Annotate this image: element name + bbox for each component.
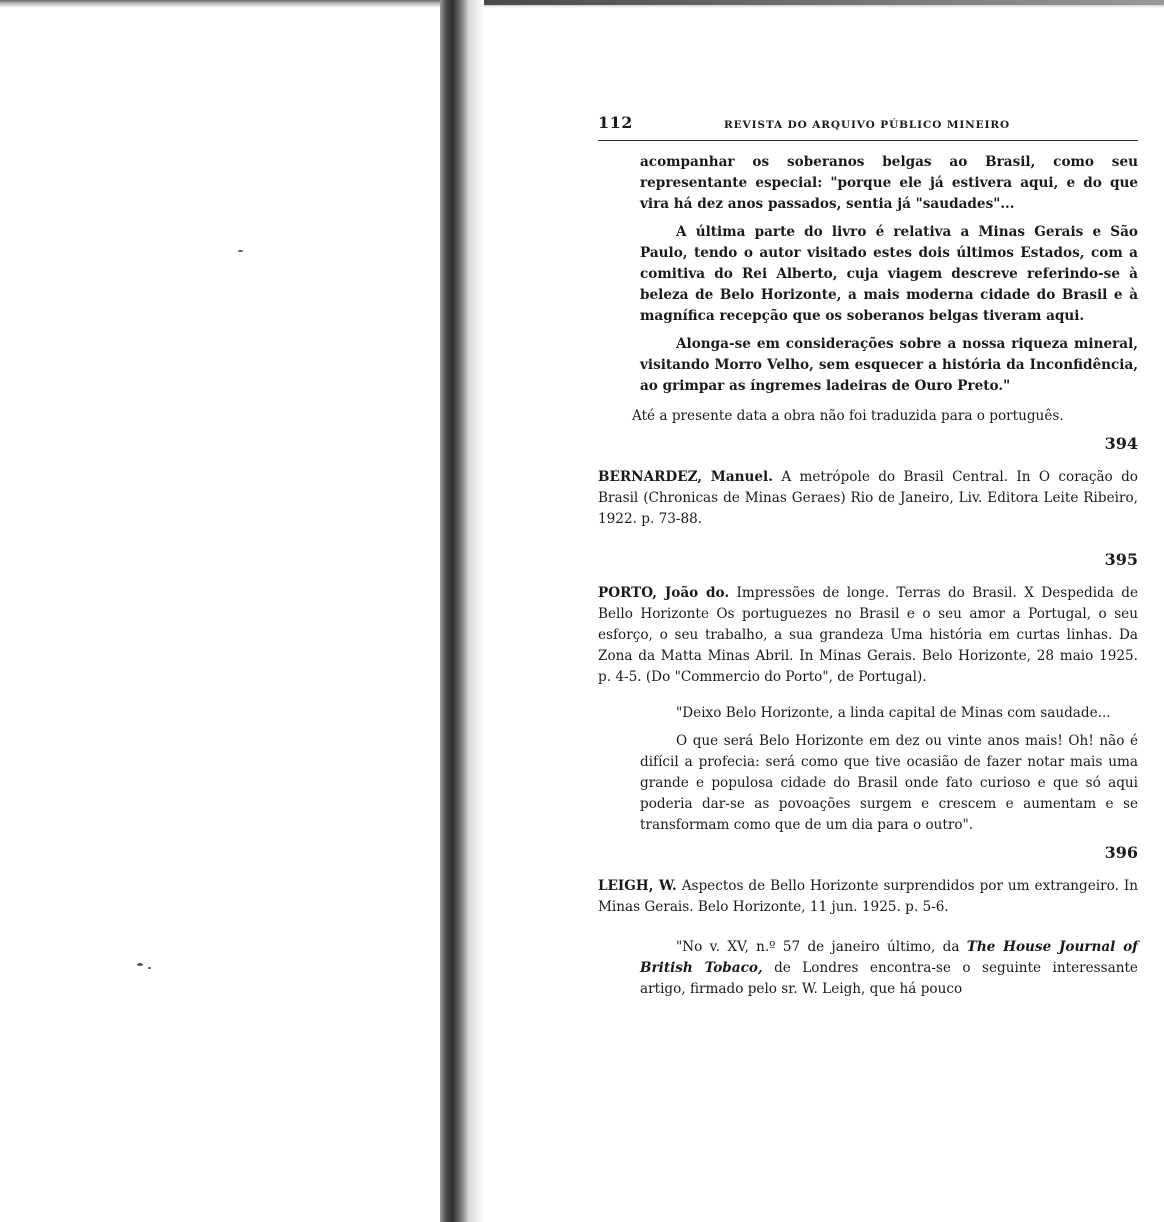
continuation-paragraph: A última parte do livro é relativa a Minas Gerais e São Paulo, tendo o autor visitado estes dois últimos Estados, com a comitiva do Rei Alberto, cuja viagem descreve referindo-se à beleza de Belo Horizonte, a mais moderna cidade do Brasil e à magnífica recepção que os soberanos belgas tiveram aqui.: [640, 224, 1138, 324]
entry-number: 395: [1104, 550, 1138, 569]
scan-speck: [148, 967, 151, 969]
quote-text: de Londres encontra-se o seguinte interessante artigo, firmado pelo sr. W. Leigh, que há pouco: [640, 960, 1138, 997]
continuation-paragraph: acompanhar os soberanos belgas ao Brasil, como seu representante especial: "porque ele já estivera aqui, e do que vira há dez anos passados, sentia já "saudades"...: [640, 154, 1138, 212]
scan-speck: [238, 250, 243, 252]
quote-paragraph: "Deixo Belo Horizonte, a linda capital de Minas com saudade...: [676, 705, 1111, 721]
entry-author: BERNARDEZ, Manuel.: [598, 469, 773, 485]
book-spine-fade: [470, 0, 484, 1222]
page-header: [598, 112, 1138, 141]
bibliography-entry: [598, 467, 1138, 530]
entry-citation: Aspectos de Bello Horizonte surprendidos por um extrangeiro. In Minas Gerais. Belo Horizonte, 11 jun. 1925. p. 5-6.: [598, 878, 1138, 915]
document-page: [598, 112, 1138, 1000]
page-number: 112: [598, 113, 633, 132]
quote-text: "No v. XV, n.º 57 de janeiro último, da: [676, 939, 960, 955]
quote-paragraph: [640, 937, 1138, 1000]
bibliography-entry: [598, 583, 1138, 688]
entry-author: PORTO, João do.: [598, 585, 730, 601]
entry-quote: [598, 937, 1138, 1000]
entry-author: LEIGH, W.: [598, 878, 677, 894]
quote-paragraph: O que será Belo Horizonte em dez ou vinte anos mais! Oh! não é difícil a profecia: será como que tive ocasião de fazer notar mais uma grande e populosa cidade do Brasil onde fato curioso e que só aqui poderia dar-se as povoações surgem e crescem e aumentam e se transformam como que de um dia para o outro".: [640, 733, 1138, 833]
scan-speck: [137, 963, 143, 966]
running-head: REVISTA DO ARQUIVO PÚBLICO MINEIRO: [724, 119, 1011, 131]
closing-note: Até a presente data a obra não foi traduzida para o português.: [632, 408, 1064, 424]
continuation-section: [598, 152, 1138, 427]
continuation-paragraph: Alonga-se em considerações sobre a nossa riqueza mineral, visitando Morro Velho, sem esquecer a história da Inconfidência, ao grimpar as íngremes ladeiras de Ouro Preto.": [640, 336, 1138, 394]
entry-number: 396: [1104, 843, 1138, 862]
scan-top-edge-shadow: [440, 0, 1164, 5]
entry-number: 394: [1104, 434, 1138, 453]
quote-publication-title: The House Journal of British Tobaco,: [640, 939, 1138, 976]
entry-citation: A metrópole do Brasil Central. In O coração do Brasil (Chronicas de Minas Geraes) Rio de Janeiro, Liv. Editora Leite Ribeiro, 1922. p. 73-88.: [598, 469, 1138, 527]
entry-citation: Impressões de longe. Terras do Brasil. X Despedida de Bello Horizonte Os portuguezes no Brasil e o seu amor a Portugal, o seu esforço, o seu trabalho, a sua grandeza Uma história em curtas linhas. Da Zona da Matta Minas Abril. In Minas Gerais. Belo Horizonte, 28 maio 1925. p. 4-5. (Do "Commercio do Porto", de Portugal).: [598, 585, 1138, 685]
bibliography-entry: [598, 876, 1138, 918]
book-spine-shadow: [440, 0, 470, 1222]
entry-quote: [598, 703, 1138, 836]
